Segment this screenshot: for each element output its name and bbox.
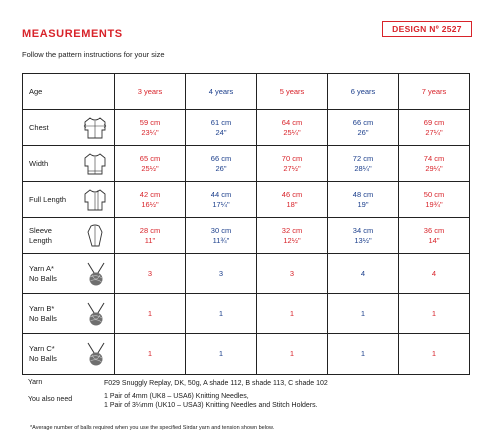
- table-row-width: [23, 146, 470, 182]
- cm-value: 69 cm: [423, 117, 445, 127]
- cm-value: 46 cm: [281, 189, 303, 199]
- inch-value: 17¼": [212, 199, 230, 209]
- inch-value: 26": [215, 163, 227, 173]
- also-need-label: You also need: [28, 396, 73, 403]
- column-header: 4 years: [186, 74, 257, 110]
- ball-count: 1: [115, 334, 186, 375]
- cm-value: 70 cm: [281, 153, 303, 163]
- row-label: [23, 254, 115, 294]
- cm-value: 28 cm: [139, 225, 161, 235]
- table-row-yarn-c: [23, 334, 470, 375]
- inch-value: 19": [357, 199, 369, 209]
- inch-value: 13½": [354, 235, 372, 245]
- subtitle: Follow the pattern instructions for your size: [22, 50, 165, 59]
- column-header: 7 years: [399, 74, 470, 110]
- cm-value: 66 cm: [210, 153, 232, 163]
- ball-count: 3: [186, 254, 257, 294]
- row-label: [23, 110, 115, 146]
- row-label-text: Yarn C* No Balls: [29, 344, 57, 363]
- needles-line-2: 1 Pair of 3¼mm (UK10 – USA3) Knitting Needles and Stitch Holders.: [104, 402, 318, 409]
- yarn-ball-icon: [84, 301, 108, 327]
- ball-count: 1: [115, 294, 186, 334]
- ball-count: 4: [328, 254, 399, 294]
- table-row-age: [23, 74, 470, 110]
- inch-value: 28¼": [354, 163, 372, 173]
- page-title: MEASUREMENTS: [22, 28, 123, 40]
- ball-count: 1: [257, 294, 328, 334]
- chest-garment-icon: [82, 116, 108, 140]
- table-row-yarn-a: [23, 254, 470, 294]
- inch-value: 27¼": [425, 127, 443, 137]
- cm-value: 32 cm: [281, 225, 303, 235]
- yarn-text: F029 Snuggly Replay, DK, 50g, A shade 112, B shade 113, C shade 102: [104, 380, 328, 387]
- yarn-ball-icon: [84, 261, 108, 287]
- row-label: [23, 294, 115, 334]
- measurements-table: [22, 73, 470, 375]
- inch-value: 12½": [283, 235, 301, 245]
- row-label-text: Chest: [29, 122, 49, 132]
- row-label: [23, 334, 115, 375]
- cm-value: 42 cm: [139, 189, 161, 199]
- row-label: [23, 182, 115, 218]
- length-garment-icon: [82, 187, 108, 213]
- inch-value: 23¼": [141, 127, 159, 137]
- ball-count: 1: [328, 294, 399, 334]
- row-label-text: Width: [29, 158, 49, 168]
- row-label-text: Full Length: [29, 194, 67, 204]
- inch-value: 26": [357, 127, 369, 137]
- inch-value: 16½": [141, 199, 159, 209]
- cm-value: 72 cm: [352, 153, 374, 163]
- inch-value: 25½": [141, 163, 159, 173]
- ball-count: 1: [186, 334, 257, 375]
- table-row-sleeve-length: [23, 218, 470, 254]
- width-garment-icon: [82, 152, 108, 176]
- sleeve-icon: [82, 223, 108, 249]
- ball-count: 1: [399, 294, 470, 334]
- cm-value: 48 cm: [352, 189, 374, 199]
- cm-value: 59 cm: [139, 117, 161, 127]
- inch-value: 18": [286, 199, 298, 209]
- inch-value: 19¾": [425, 199, 443, 209]
- design-number-badge: DESIGN Nº 2527: [382, 21, 472, 37]
- ball-count: 3: [115, 254, 186, 294]
- cm-value: 65 cm: [139, 153, 161, 163]
- inch-value: 25¼": [283, 127, 301, 137]
- row-label: [23, 218, 115, 254]
- yarn-ball-icon: [84, 341, 108, 367]
- inch-value: 11": [144, 235, 156, 245]
- row-label-text: Sleeve Length: [29, 225, 52, 245]
- yarn-label: Yarn: [28, 379, 43, 386]
- cm-value: 61 cm: [210, 117, 232, 127]
- cm-value: 74 cm: [423, 153, 445, 163]
- age-label: Age: [29, 86, 43, 96]
- column-header: 6 years: [328, 74, 399, 110]
- table-row-yarn-b: [23, 294, 470, 334]
- ball-count: 4: [399, 254, 470, 294]
- cm-value: 64 cm: [281, 117, 303, 127]
- row-label-text: Yarn A* No Balls: [29, 263, 57, 283]
- cm-value: 34 cm: [352, 225, 374, 235]
- cm-value: 44 cm: [210, 189, 232, 199]
- footnote: *Average number of balls required when you use the specified Sirdar yarn and tension shown below.: [30, 425, 275, 431]
- row-label: [23, 74, 115, 110]
- inch-value: 14": [428, 235, 440, 245]
- table-row-chest: [23, 110, 470, 146]
- ball-count: 1: [257, 334, 328, 375]
- ball-count: 1: [399, 334, 470, 375]
- ball-count: 1: [186, 294, 257, 334]
- row-label-text: Yarn B* No Balls: [29, 303, 57, 323]
- table-row-full-length: [23, 182, 470, 218]
- needles-line-1: 1 Pair of 4mm (UK8 – USA6) Knitting Needles,: [104, 393, 249, 400]
- inch-value: 24": [215, 127, 227, 137]
- row-label: [23, 146, 115, 182]
- also-need-text: [104, 392, 318, 410]
- inch-value: 29¼": [425, 163, 443, 173]
- inch-value: 11¾": [212, 235, 230, 245]
- cm-value: 30 cm: [210, 225, 232, 235]
- inch-value: 27½": [283, 163, 301, 173]
- column-header: 5 years: [257, 74, 328, 110]
- cm-value: 36 cm: [423, 225, 445, 235]
- ball-count: 1: [328, 334, 399, 375]
- ball-count: 3: [257, 254, 328, 294]
- cm-value: 66 cm: [352, 117, 374, 127]
- column-header: 3 years: [115, 74, 186, 110]
- cm-value: 50 cm: [423, 189, 445, 199]
